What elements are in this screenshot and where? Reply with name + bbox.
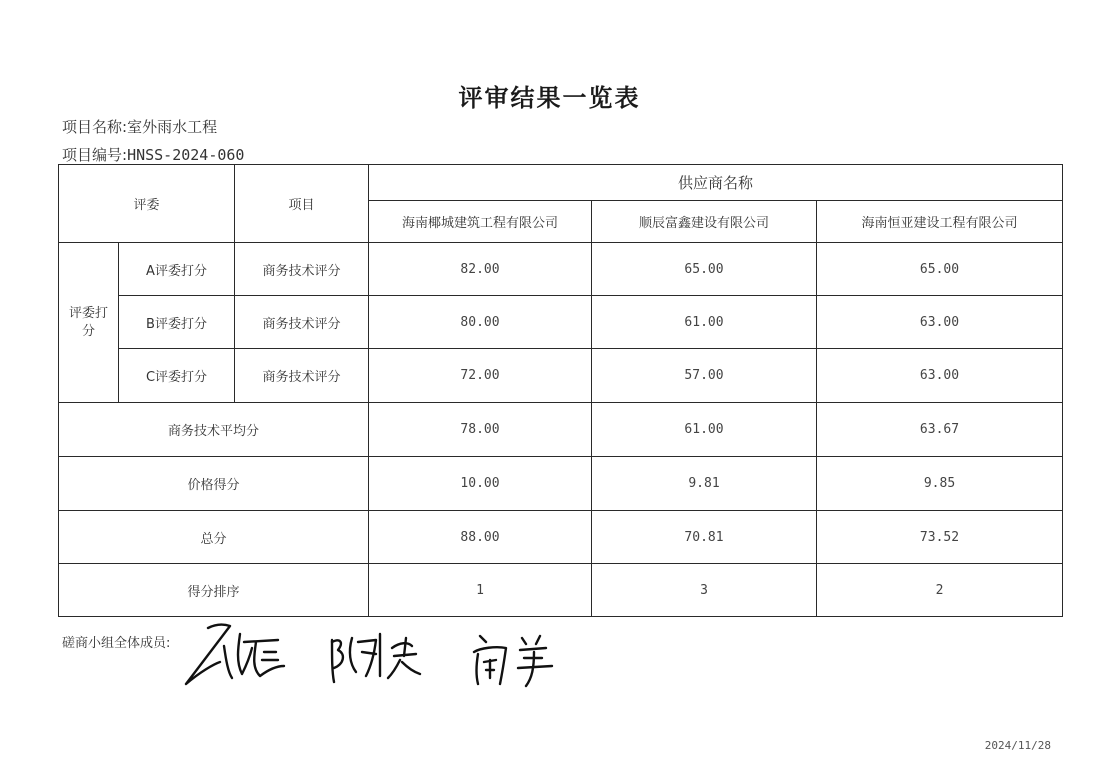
group-label: 评委打分	[59, 243, 119, 403]
summary-cell: 70.81	[592, 511, 817, 564]
document-title: 评审结果一览表	[458, 84, 641, 112]
judge-label: C评委打分	[119, 349, 235, 403]
score-cell: 80.00	[369, 296, 592, 349]
summary-cell: 73.52	[817, 511, 1063, 564]
score-cell: 72.00	[369, 349, 592, 403]
handwritten-signatures	[180, 612, 600, 692]
summary-cell: 78.00	[369, 403, 592, 457]
project-name-label: 项目名称:	[62, 118, 128, 136]
table-row	[59, 403, 1063, 457]
rank-cell: 2	[817, 564, 1063, 617]
score-cell: 61.00	[592, 296, 817, 349]
project-name-value: 室外雨水工程	[127, 118, 218, 136]
judge-label: B评委打分	[119, 296, 235, 349]
score-cell: 65.00	[817, 243, 1063, 296]
header-item: 项目	[235, 165, 369, 243]
supplier-name: 海南恒亚建设工程有限公司	[817, 201, 1063, 243]
summary-cell: 63.67	[817, 403, 1063, 457]
supplier-name: 顺辰富鑫建设有限公司	[592, 201, 817, 243]
print-date: 2024/11/28	[984, 739, 1051, 752]
summary-cell: 10.00	[369, 457, 592, 511]
score-cell: 65.00	[592, 243, 817, 296]
item-label: 商务技术评分	[235, 296, 369, 349]
header-judge: 评委	[59, 165, 235, 243]
signature-label: 磋商小组全体成员:	[62, 636, 171, 651]
item-label: 商务技术评分	[235, 243, 369, 296]
table-row	[59, 243, 1063, 296]
table-row	[59, 564, 1063, 617]
review-result-table	[58, 164, 1063, 617]
summary-label: 价格得分	[59, 457, 369, 511]
project-name	[62, 116, 217, 137]
score-cell: 63.00	[817, 296, 1063, 349]
project-code-value: HNSS-2024-060	[127, 146, 245, 164]
score-cell: 57.00	[592, 349, 817, 403]
summary-cell: 9.85	[817, 457, 1063, 511]
summary-label: 得分排序	[59, 564, 369, 617]
summary-cell: 9.81	[592, 457, 817, 511]
rank-cell: 3	[592, 564, 817, 617]
judge-label: A评委打分	[119, 243, 235, 296]
summary-cell: 88.00	[369, 511, 592, 564]
supplier-name: 海南椰城建筑工程有限公司	[369, 201, 592, 243]
project-code-label: 项目编号:	[62, 146, 128, 164]
table-row	[59, 349, 1063, 403]
table-row	[59, 296, 1063, 349]
rank-cell: 1	[369, 564, 592, 617]
table-row	[59, 457, 1063, 511]
summary-cell: 61.00	[592, 403, 817, 457]
summary-label: 商务技术平均分	[59, 403, 369, 457]
item-label: 商务技术评分	[235, 349, 369, 403]
score-cell: 63.00	[817, 349, 1063, 403]
project-code	[62, 144, 244, 165]
summary-label: 总分	[59, 511, 369, 564]
header-suppliers: 供应商名称	[369, 165, 1063, 201]
table-row	[59, 511, 1063, 564]
score-cell: 82.00	[369, 243, 592, 296]
